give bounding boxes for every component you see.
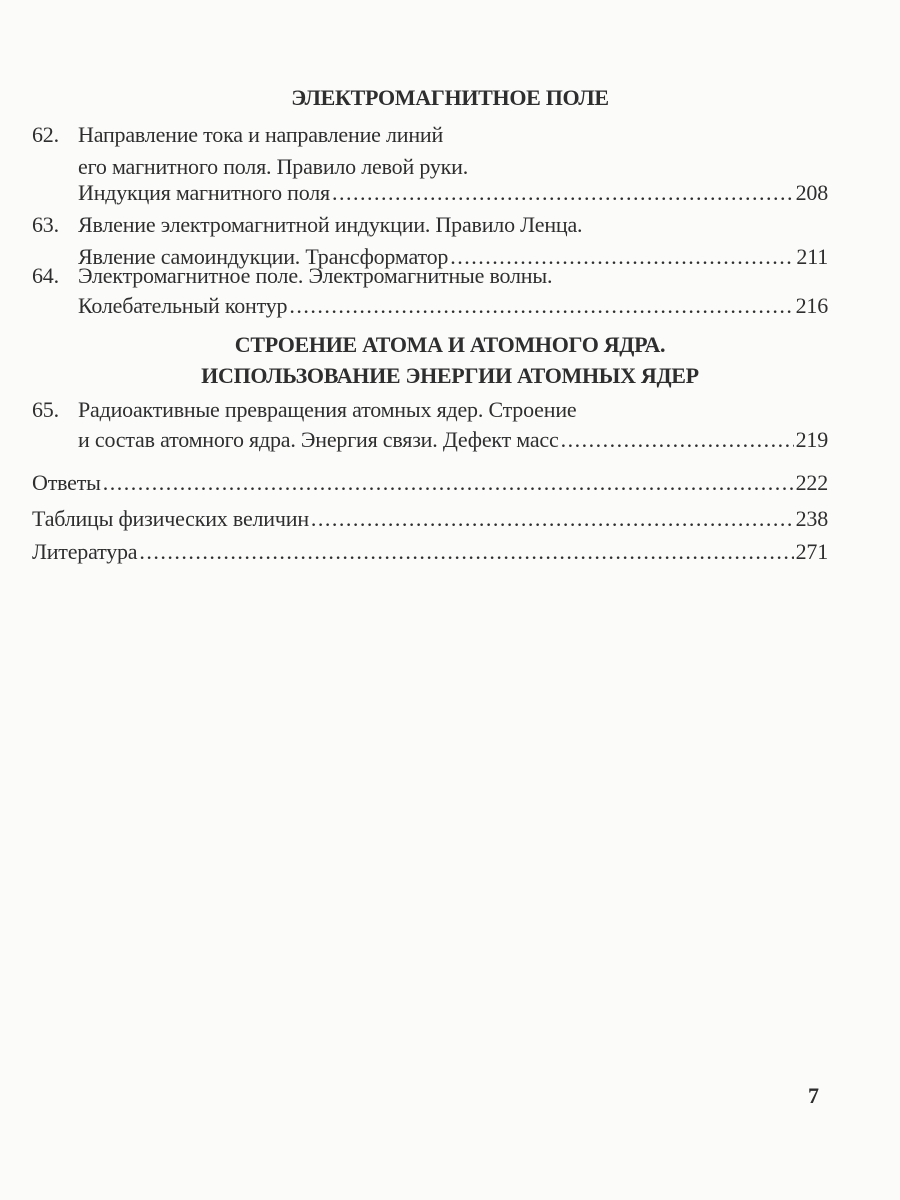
dot-leader <box>289 293 793 319</box>
entry-title: Таблицы физических величин <box>32 506 309 531</box>
toc-entry-literature[interactable] <box>32 539 828 565</box>
entry-title: Ответы <box>32 470 101 495</box>
toc-entry-answers[interactable] <box>32 470 828 496</box>
entry-title-line: Направление тока и направление линий <box>78 122 444 147</box>
entry-title-line: Явление самоиндукции. Трансформатор <box>78 244 449 269</box>
dot-leader <box>561 427 794 453</box>
entry-page: 216 <box>795 293 828 318</box>
entry-number: 62. <box>32 122 59 147</box>
entry-page: 211 <box>796 244 828 269</box>
entry-number: 64. <box>32 263 59 288</box>
entry-page: 219 <box>795 427 828 452</box>
section-heading-electromagnetic-field: ЭЛЕКТРОМАГНИТНОЕ ПОЛЕ <box>291 85 609 110</box>
entry-title-line: Явление электромагнитной индукции. Правило Ленца. <box>78 212 583 237</box>
toc-entry-tables[interactable] <box>32 506 828 532</box>
dot-leader <box>332 180 794 206</box>
entry-page: 271 <box>795 539 828 564</box>
dot-leader <box>139 539 793 565</box>
entry-page: 208 <box>795 180 828 205</box>
dot-leader <box>103 470 794 496</box>
entry-page: 222 <box>795 470 828 495</box>
entry-title: Литература <box>32 539 138 564</box>
dot-leader <box>311 506 794 532</box>
entry-title-line: Электромагнитное поле. Электромагнитные волны. <box>78 263 553 288</box>
page-number: 7 <box>808 1083 819 1108</box>
entry-title-line: его магнитного поля. Правило левой руки. <box>78 154 469 179</box>
entry-title-line: и состав атомного ядра. Энергия связи. Дефект масс <box>78 427 559 452</box>
entry-title-line: Индукция магнитного поля <box>78 180 330 205</box>
entry-number: 63. <box>32 212 59 237</box>
entry-number: 65. <box>32 397 59 422</box>
section-heading-line: ИСПОЛЬЗОВАНИЕ ЭНЕРГИИ АТОМНЫХ ЯДЕР <box>201 363 699 388</box>
section-heading-line: СТРОЕНИЕ АТОМА И АТОМНОГО ЯДРА. <box>234 332 666 357</box>
entry-page: 238 <box>795 506 828 531</box>
entry-title-line: Радиоактивные превращения атомных ядер. Строение <box>78 397 577 422</box>
entry-title-line: Колебательный контур <box>78 293 288 318</box>
